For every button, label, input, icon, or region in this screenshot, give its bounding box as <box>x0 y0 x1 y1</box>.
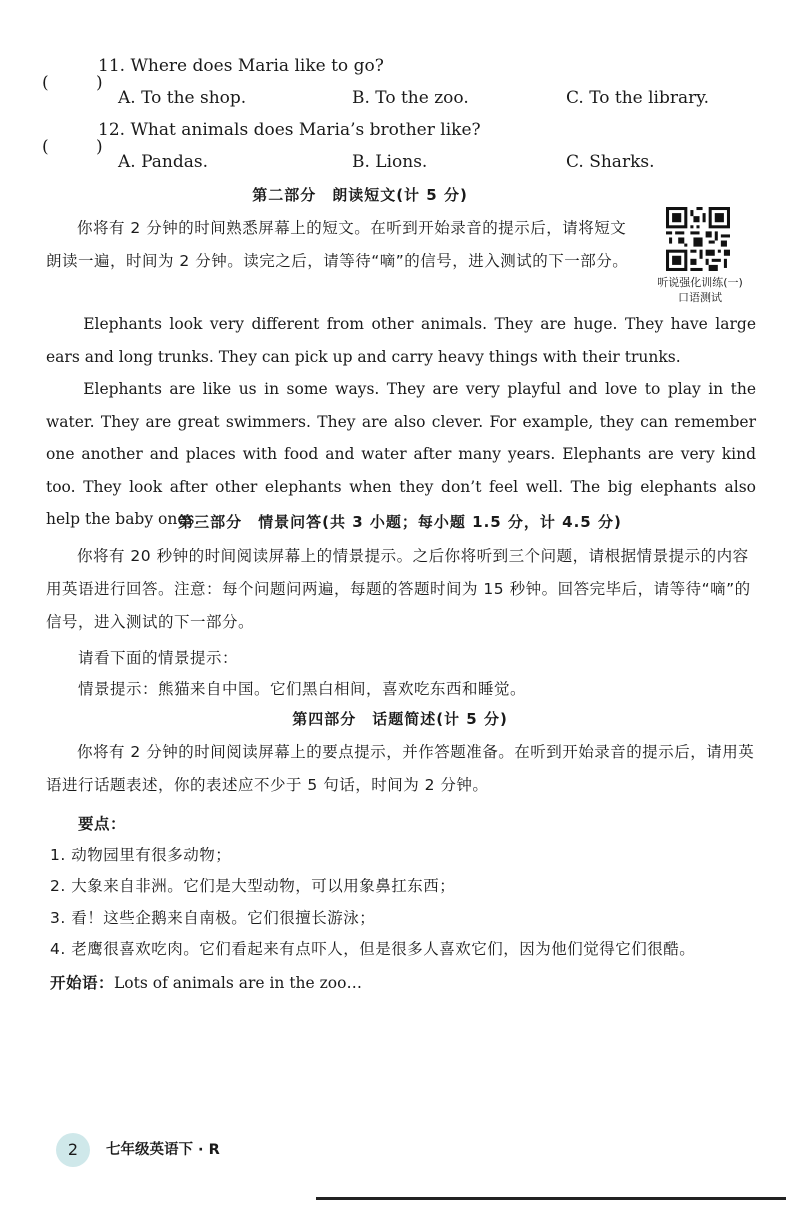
point-4: 4. 老鹰很喜欢吃肉。它们看起来有点吓人，但是很多人喜欢它们，因为他们觉得它们很酷。 <box>50 940 696 958</box>
qr-caption-line1: 听说强化训练(一) <box>657 276 743 289</box>
question-11: ( ) 11. Where does Maria like to go? <box>42 56 384 93</box>
point-1: 1. 动物园里有很多动物； <box>50 846 232 864</box>
option-a: A. Pandas. <box>118 152 208 172</box>
qr-code-icon[interactable] <box>666 207 730 271</box>
question-text: 12. What animals does Maria’s brother like? <box>98 120 481 140</box>
question-text: 11. Where does Maria like to go? <box>98 56 384 76</box>
option-b: B. Lions. <box>352 152 428 172</box>
bottom-divider <box>316 1197 786 1200</box>
option-c: C. Sharks. <box>566 152 655 172</box>
book-title: 七年级英语下 · R <box>106 1142 220 1158</box>
qr-caption-line2: 口语测试 <box>678 291 722 304</box>
question-12: ( ) 12. What animals does Maria’s brother like? <box>42 120 481 157</box>
part3-prompt-intro: 请看下面的情景提示： <box>78 649 239 667</box>
page-number: 2 <box>67 1140 79 1159</box>
opening-sentence <box>50 971 362 995</box>
part4-title: 第四部分 话题简述(计 5 分) <box>292 710 508 728</box>
part3-title: 第三部分 情景问答(共 3 小题；每小题 1.5 分，计 4.5 分) <box>178 513 622 531</box>
part2-title: 第二部分 朗读短文(计 5 分) <box>252 186 468 204</box>
option-b: B. To the zoo. <box>352 88 469 108</box>
part4-points-label: 要点： <box>78 815 127 833</box>
point-2: 2. 大象来自非洲。它们是大型动物，可以用象鼻扛东西； <box>50 877 456 895</box>
opening-label: 开始语： <box>50 974 115 992</box>
passage-paragraph-2: Elephants are like us in some ways. They are very playful and love to play in the water. They are great swimmers. They are also clever. For example, they can remember one another and places with food and water after many years. Elephants are very kind too. They look after other elephants when they don’t feel well. The big elephants also help the baby ones. <box>46 380 756 528</box>
opening-text: Lots of animals are in the zoo… <box>114 974 362 992</box>
point-3: 3. 看！这些企鹅来自南极。它们很擅长游泳； <box>50 909 376 927</box>
part3-instructions: 你将有 20 秒钟的时间阅读屏幕上的情景提示。之后你将听到三个问题，请根据情景提示的内容用英语进行回答。注意：每个问题问两遍，每题的答题时间为 15 秒钟。回答完毕后，请等待“嘀”的信号，进入测试的下一部分。 <box>46 547 751 631</box>
part4-instructions: 你将有 2 分钟的时间阅读屏幕上的要点提示，并作答题准备。在听到开始录音的提示后，请用英语进行话题表述，你的表述应不少于 5 句话，时间为 2 分钟。 <box>46 743 755 794</box>
part2-instructions: 你将有 2 分钟的时间熟悉屏幕上的短文。在听到开始录音的提示后，请将短文朗读一遍，时间为 2 分钟。读完之后，请等待“嘀”的信号，进入测试的下一部分。 <box>46 219 629 270</box>
option-a: A. To the shop. <box>118 88 247 108</box>
option-c: C. To the library. <box>566 88 710 108</box>
passage-paragraph-1: Elephants look very different from other animals. They are huge. They have large ears and long trunks. They can pick up and carry heavy things with their trunks. <box>46 315 756 366</box>
part3-prompt: 情景提示：熊猫来自中国。它们黑白相间，喜欢吃东西和睡觉。 <box>78 680 527 698</box>
